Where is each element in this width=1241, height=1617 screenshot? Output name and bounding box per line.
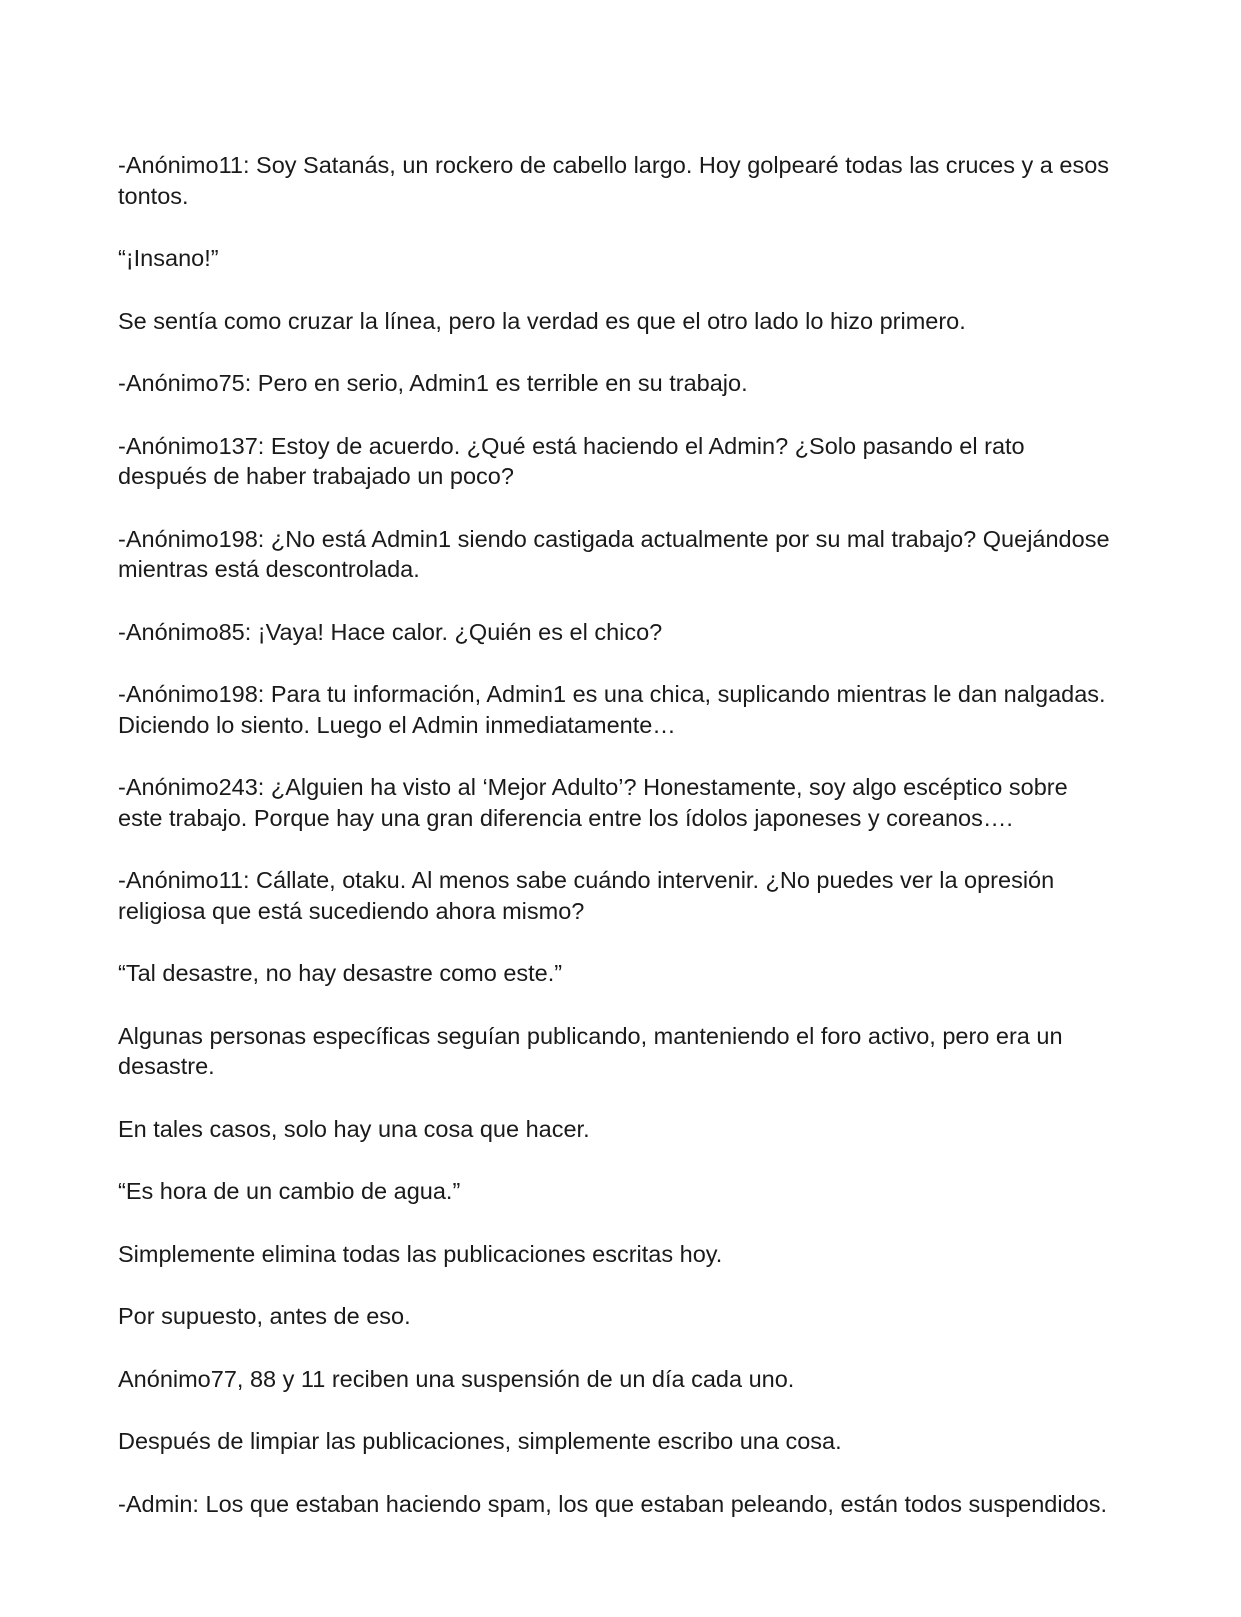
- paragraph: “¡Insano!”: [118, 245, 219, 271]
- paragraph: “Es hora de un cambio de agua.”: [118, 1178, 461, 1204]
- paragraph: -Anónimo198: ¿No está Admin1 siendo castigada actualmente por su mal trabajo? Quejándose mientras está descontrolada.: [118, 525, 1110, 582]
- paragraph: “Tal desastre, no hay desastre como este.”: [118, 960, 563, 986]
- paragraph: Se sentía como cruzar la línea, pero la verdad es que el otro lado lo hizo primero.: [118, 307, 966, 334]
- paragraph: -Anónimo243: ¿Alguien ha visto al ‘Mejor Adulto’? Honestamente, soy algo escéptico sobre este trabajo. Porque hay una gran diferencia entre los ídolos japoneses y coreanos….: [118, 774, 1068, 831]
- paragraph: Después de limpiar las publicaciones, simplemente escribo una cosa.: [118, 1428, 842, 1454]
- paragraph: -Admin: Los que estaban haciendo spam, los que estaban peleando, están todos suspendidos.: [118, 1490, 1107, 1517]
- paragraph: -Anónimo11: Cállate, otaku. Al menos sabe cuándo intervenir. ¿No puedes ver la opresión religiosa que está sucediendo ahora mismo?: [118, 867, 1055, 924]
- paragraph: Anónimo77, 88 y 11 reciben una suspensión de un día cada uno.: [118, 1365, 795, 1392]
- paragraph: Algunas personas específicas seguían publicando, manteniendo el foro activo, pero era un desastre.: [118, 1022, 1063, 1079]
- paragraph: -Anónimo11: Soy Satanás, un rockero de cabello largo. Hoy golpearé todas las cruces y a esos tontos.: [118, 152, 1110, 209]
- document-body: [118, 150, 1118, 1551]
- paragraph: Simplemente elimina todas las publicaciones escritas hoy.: [118, 1240, 723, 1267]
- paragraph: -Anónimo75: Pero en serio, Admin1 es terrible en su trabajo.: [118, 370, 748, 396]
- paragraph: Por supuesto, antes de eso.: [118, 1303, 411, 1329]
- paragraph: -Anónimo198: Para tu información, Admin1 es una chica, suplicando mientras le dan nalgadas. Diciendo lo siento. Luego el Admin inmediatamente…: [118, 681, 1106, 738]
- paragraph: -Anónimo85: ¡Vaya! Hace calor. ¿Quién es el chico?: [118, 618, 663, 645]
- paragraph: En tales casos, solo hay una cosa que hacer.: [118, 1115, 590, 1142]
- paragraph: -Anónimo137: Estoy de acuerdo. ¿Qué está haciendo el Admin? ¿Solo pasando el rato después de haber trabajado un poco?: [118, 432, 1025, 489]
